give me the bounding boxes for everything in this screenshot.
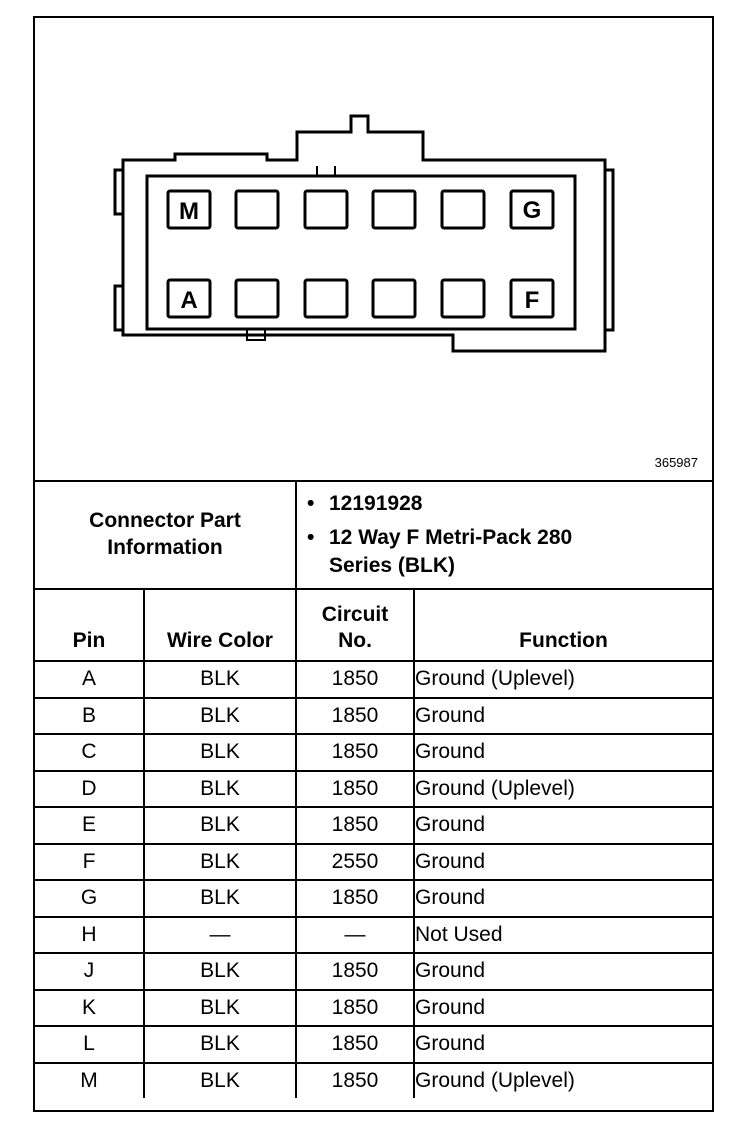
table-row [35,807,712,844]
pin-table-header [35,588,712,661]
table-row [35,990,712,1027]
cell-function: Ground (Uplevel) [414,1063,712,1099]
table-row [35,1026,712,1063]
cell-wire-color: BLK [144,1063,296,1099]
cell-pin: J [35,953,144,990]
cell-pin: A [35,661,144,698]
cell-function: Ground [414,880,712,917]
figure-id: 365987 [654,455,698,470]
cell-function: Not Used [414,917,712,954]
part-description: • 12 Way F Metri-Pack 280 Series (BLK) [297,524,572,580]
cell-function: Ground [414,1026,712,1063]
cell-pin: C [35,734,144,771]
cell-circuit-no: 1850 [296,807,414,844]
part-info-list [297,490,572,586]
cavity-bottom-2 [236,280,278,317]
cell-function: Ground [414,990,712,1027]
cell-pin: F [35,844,144,881]
table-row [35,698,712,735]
header-circuit-no: Circuit No. [296,588,414,661]
cavity-bottom-4 [373,280,415,317]
cell-pin: H [35,917,144,954]
cell-circuit-no: 1850 [296,1026,414,1063]
part-info-label-line1: Connector Part [89,509,241,532]
cell-pin: M [35,1063,144,1099]
cell-wire-color: BLK [144,734,296,771]
cell-circuit-no: 1850 [296,953,414,990]
table-row [35,844,712,881]
cell-pin: B [35,698,144,735]
part-info-label [35,480,297,588]
cell-function: Ground [414,953,712,990]
cell-circuit-no: 2550 [296,844,414,881]
cell-function: Ground [414,734,712,771]
cell-circuit-no: — [296,917,414,954]
pin-label-g: G [522,197,542,224]
header-wire-color: Wire Color [144,588,296,661]
part-info-label-line2: Information [107,536,223,559]
cell-pin: G [35,880,144,917]
cell-circuit-no: 1850 [296,734,414,771]
table-row [35,771,712,808]
cavity-bottom-3 [305,280,347,317]
pin-label-f: F [524,287,540,314]
connector-face-drawing [35,18,712,480]
table-row [35,880,712,917]
cavity-top-5 [442,191,484,228]
pin-table-body [35,661,712,1098]
cell-function: Ground (Uplevel) [414,771,712,808]
cavity-top-4 [373,191,415,228]
cavity-top-2 [236,191,278,228]
cell-wire-color: BLK [144,698,296,735]
cell-pin: D [35,771,144,808]
cell-function: Ground [414,844,712,881]
cell-wire-color: BLK [144,661,296,698]
pin-label-m: M [179,198,199,225]
pin-label-a: A [180,287,198,314]
cell-circuit-no: 1850 [296,990,414,1027]
connector-sheet [33,16,714,1112]
cell-circuit-no: 1850 [296,661,414,698]
cell-wire-color: BLK [144,990,296,1027]
cell-pin: K [35,990,144,1027]
connector-diagram [35,18,712,482]
cell-function: Ground [414,807,712,844]
cell-function: Ground [414,698,712,735]
header-pin: Pin [35,588,144,661]
cavity-bottom-5 [442,280,484,317]
cell-wire-color: BLK [144,1026,296,1063]
table-row [35,953,712,990]
cell-circuit-no: 1850 [296,698,414,735]
cell-wire-color: BLK [144,771,296,808]
table-row [35,734,712,771]
cell-function: Ground (Uplevel) [414,661,712,698]
pin-table [35,588,712,1098]
cell-wire-color: BLK [144,807,296,844]
cell-circuit-no: 1850 [296,771,414,808]
cavity-top-3 [305,191,347,228]
cell-wire-color: BLK [144,880,296,917]
cell-wire-color: — [144,917,296,954]
cell-circuit-no: 1850 [296,1063,414,1099]
cell-wire-color: BLK [144,844,296,881]
table-row [35,1063,712,1099]
cell-pin: L [35,1026,144,1063]
header-function: Function [414,588,712,661]
table-row [35,917,712,954]
cell-circuit-no: 1850 [296,880,414,917]
cell-wire-color: BLK [144,953,296,990]
table-row [35,661,712,698]
connector-part-info [35,480,712,590]
cell-pin: E [35,807,144,844]
part-number: • 12191928 [297,490,572,518]
